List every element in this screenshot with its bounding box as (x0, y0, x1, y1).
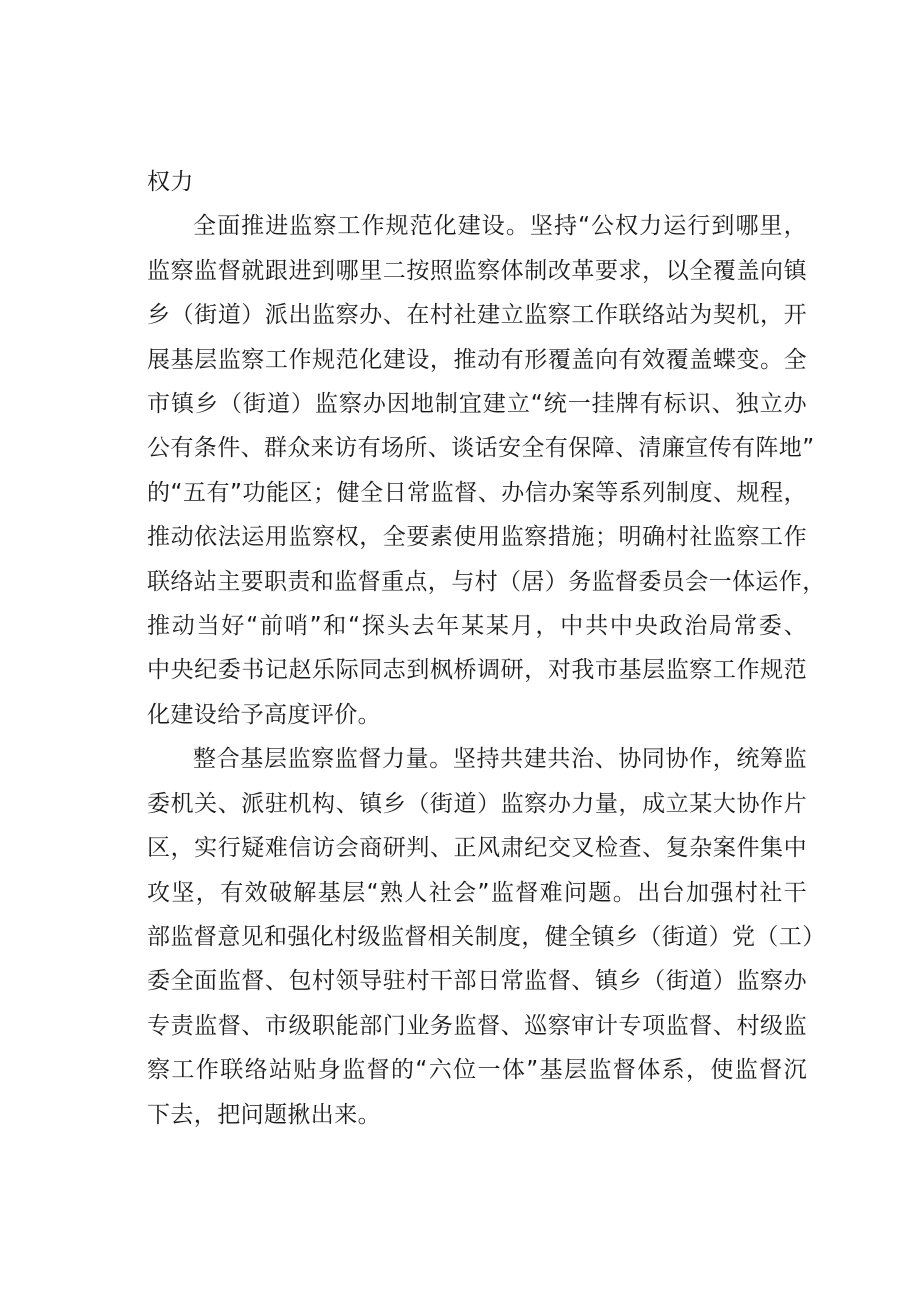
paragraph-line: 察工作联络站贴身监督的“六位一体”基层监督体系，使监督沉 (147, 1057, 807, 1084)
paragraph-line: 区，实行疑难信访会商研判、正风肃纪交叉检查、复杂案件集中 (147, 835, 807, 862)
paragraph-line: 联络站主要职责和监督重点，与村（居）务监督委员会一体运作， (147, 568, 826, 595)
paragraph-line: 中央纪委书记赵乐际同志到枫桥调研，对我市基层监察工作规范 (147, 657, 807, 684)
paragraph-line: 专责监督、市级职能部门业务监督、巡察审计专项监督、村级监 (147, 1012, 807, 1039)
paragraph-line: 公有条件、群众来访有场所、谈话安全有保障、清廉宣传有阵地” (147, 435, 815, 462)
paragraph-line: 整合基层监察监督力量。坚持共建共治、协同协作，统筹监 (193, 746, 807, 773)
paragraph-2 (147, 737, 826, 1137)
paragraph-line: 化建设给予高度评价。 (147, 701, 381, 728)
paragraph-line: 攻坚，有效破解基层“熟人社会”监督难问题。出台加强村社干 (147, 879, 807, 906)
carryover-line: 权力 (147, 169, 194, 195)
document-body (147, 160, 826, 1137)
paragraph-line: 推动依法运用监察权，全要素使用监察措施；明确村社监察工作 (147, 524, 807, 551)
paragraph-line: 委全面监督、包村领导驻村干部日常监督、镇乡（街道）监察办 (147, 968, 807, 995)
paragraph-line: 委机关、派驻机构、镇乡（街道）监察办力量，成立某大协作片 (147, 790, 807, 817)
paragraph-line: 市镇乡（街道）监察办因地制宜建立“统一挂牌有标识、独立办 (147, 391, 807, 418)
paragraph-line: 下去，把问题揪出来。 (147, 1101, 381, 1128)
paragraph-line: 展基层监察工作规范化建设，推动有形覆盖向有效覆盖蝶变。全 (147, 346, 807, 373)
paragraph-line: 的“五有”功能区；健全日常监督、办信办案等系列制度、规程， (147, 479, 807, 506)
paragraph-1 (147, 204, 826, 737)
paragraph-line: 乡（街道）派出监察办、在村社建立监察工作联络站为契机，开 (147, 302, 807, 329)
paragraph-line: 推动当好“前哨”和“探头去年某某月，中共中央政治局常委、 (147, 613, 807, 640)
paragraph-line: 全面推进监察工作规范化建设。坚持“公权力运行到哪里， (193, 213, 807, 240)
paragraph-line: 部监督意见和强化村级监督相关制度，健全镇乡（街道）党（工） (147, 923, 826, 950)
paragraph-line: 监察监督就跟进到哪里二按照监察体制改革要求，以全覆盖向镇 (147, 257, 807, 284)
